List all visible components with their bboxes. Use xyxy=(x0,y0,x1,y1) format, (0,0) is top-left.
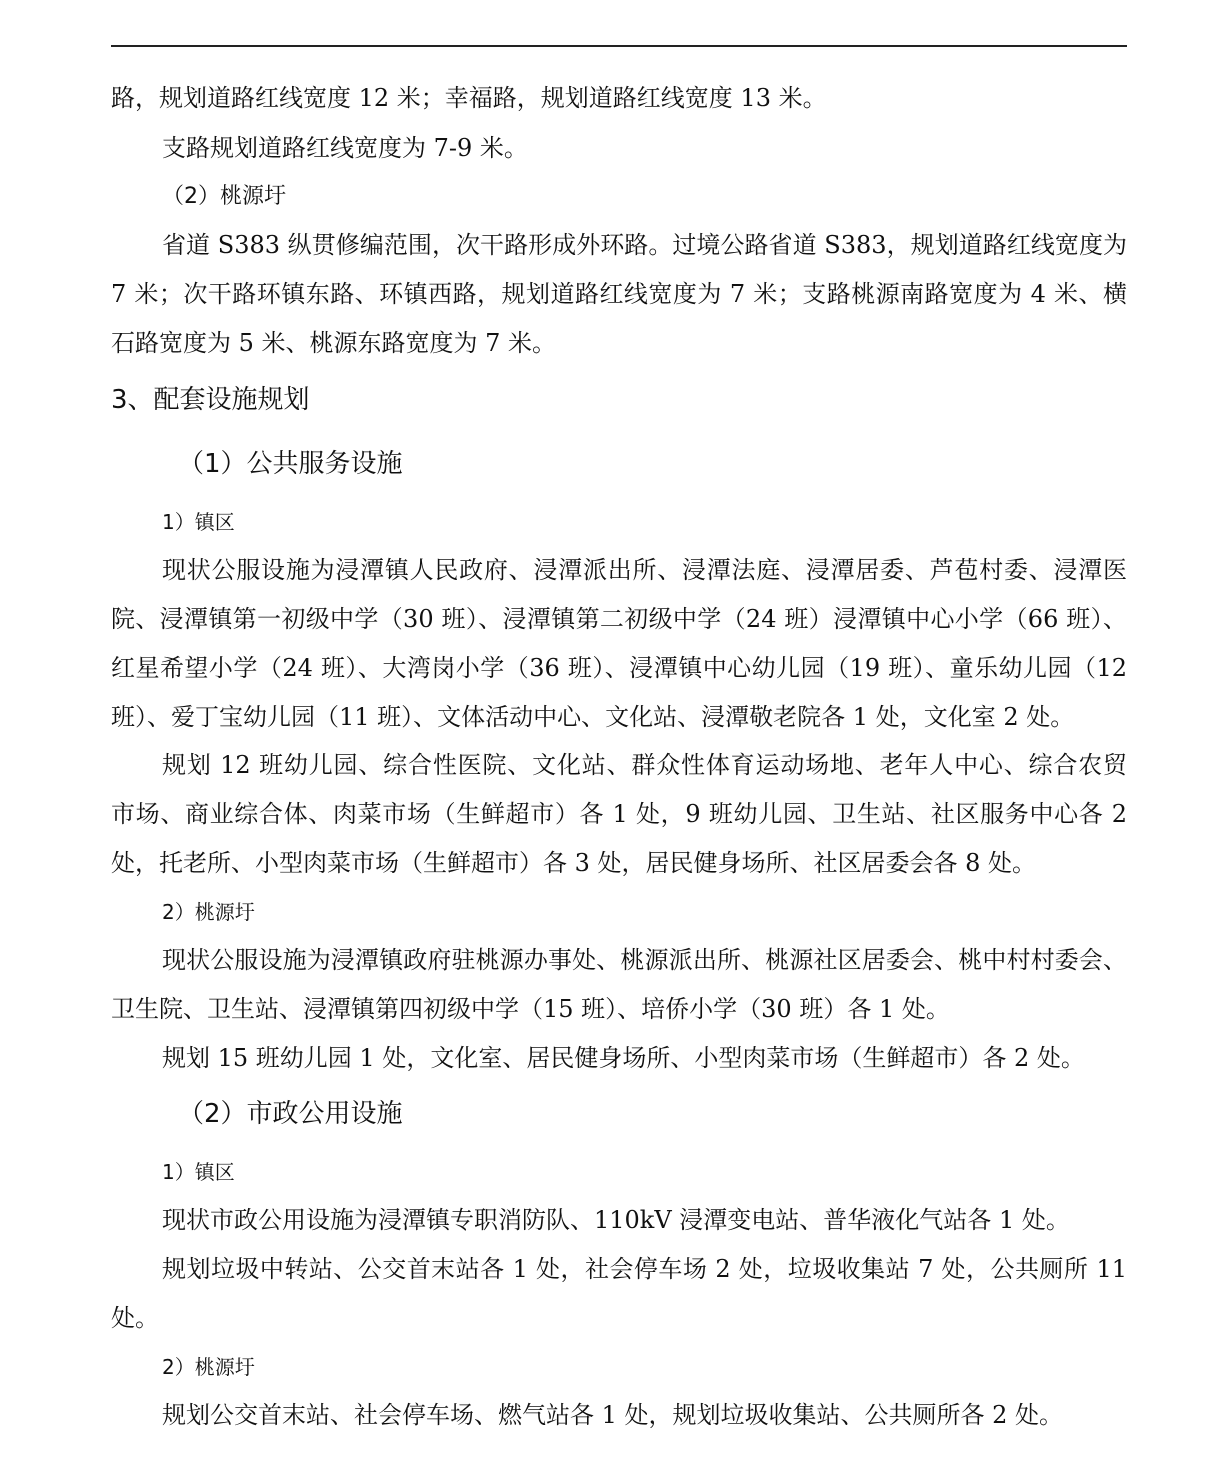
item-heading: 2）桃源圩 xyxy=(162,900,255,924)
subheading-taoyuan: （2）桃源圩 xyxy=(162,184,286,209)
subsection-title: （1）公共服务设施 xyxy=(178,449,403,479)
body-text-line: 规划 15 班幼儿园 1 处，文化室、居民健身场所、小型肉菜市场（生鲜超市）各 2 处。 xyxy=(162,1044,1085,1072)
body-text-line: 支路规划道路红线宽度为 7-9 米。 xyxy=(162,134,528,162)
body-text-line: 规划 12 班幼儿园、综合性医院、文化站、群众性体育运动场地、老年人中心、综合农贸 xyxy=(162,751,1127,779)
body-text-line: 现状市政公用设施为浸潭镇专职消防队、110kV 浸潭变电站、普华液化气站各 1 处。 xyxy=(162,1206,1070,1234)
body-text-line: 现状公服设施为浸潭镇人民政府、浸潭派出所、浸潭法庭、浸潭居委、芦苞村委、浸潭医 xyxy=(162,556,1127,584)
body-text-line: 卫生院、卫生站、浸潭镇第四初级中学（15 班）、培侨小学（30 班）各 1 处。 xyxy=(111,995,950,1023)
body-text-line: 处，托老所、小型肉菜市场（生鲜超市）各 3 处，居民健身场所、社区居委会各 8 处。 xyxy=(111,849,1037,877)
header-rule xyxy=(111,45,1127,47)
item-heading: 2）桃源圩 xyxy=(162,1355,255,1379)
body-text-line: 现状公服设施为浸潭镇政府驻桃源办事处、桃源派出所、桃源社区居委会、桃中村村委会、 xyxy=(162,946,1127,974)
section-title: 3、配套设施规划 xyxy=(111,385,310,415)
body-text-line: 班）、爱丁宝幼儿园（11 班）、文体活动中心、文化站、浸潭敬老院各 1 处，文化室 2 处。 xyxy=(111,703,1075,731)
body-text-line: 红星希望小学（24 班）、大湾岗小学（36 班）、浸潭镇中心幼儿园（19 班）、童乐幼儿园（12 xyxy=(111,654,1127,682)
body-text-line: 规划垃圾中转站、公交首末站各 1 处，社会停车场 2 处，垃圾收集站 7 处，公共厕所 11 xyxy=(162,1255,1127,1283)
item-heading: 1）镇区 xyxy=(162,1160,235,1184)
body-text-line: 规划公交首末站、社会停车场、燃气站各 1 处，规划垃圾收集站、公共厕所各 2 处。 xyxy=(162,1401,1064,1429)
body-text-line: 7 米；次干路环镇东路、环镇西路，规划道路红线宽度为 7 米；支路桃源南路宽度为 4 米、横 xyxy=(111,280,1127,308)
subsection-title: （2）市政公用设施 xyxy=(178,1099,403,1129)
body-text-line: 处。 xyxy=(111,1304,159,1332)
item-heading: 1）镇区 xyxy=(162,510,235,534)
body-text-line: 市场、商业综合体、肉菜市场（生鲜超市）各 1 处，9 班幼儿园、卫生站、社区服务中心各 2 xyxy=(111,800,1127,828)
body-text-line: 院、浸潭镇第一初级中学（30 班）、浸潭镇第二初级中学（24 班）浸潭镇中心小学（66 班）、 xyxy=(111,605,1127,633)
body-text-line: 石路宽度为 5 米、桃源东路宽度为 7 米。 xyxy=(111,329,557,357)
body-text-line: 路，规划道路红线宽度 12 米；幸福路，规划道路红线宽度 13 米。 xyxy=(111,84,827,112)
body-text-line: 省道 S383 纵贯修编范围，次干路形成外环路。过境公路省道 S383，规划道路红线宽度为 xyxy=(162,231,1127,259)
